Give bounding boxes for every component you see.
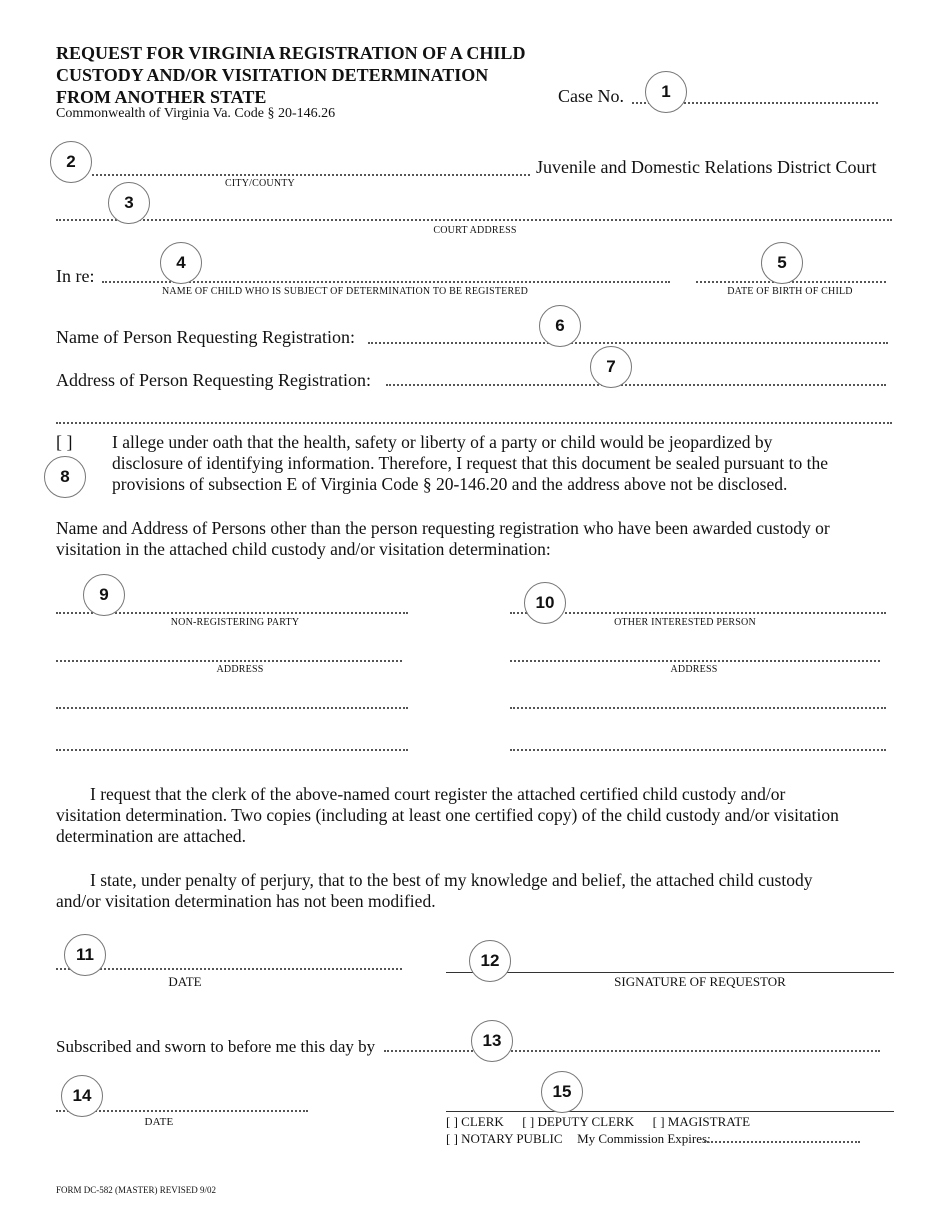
court-name: Juvenile and Domestic Relations District Court xyxy=(536,157,877,177)
requestor-date-caption: DATE xyxy=(168,974,202,989)
marker-7: 7 xyxy=(590,346,632,388)
marker-12: 12 xyxy=(469,940,511,982)
sealing-line-2: disclosure of identifying information. Therefore, I request that this document be sealed pursuant to the xyxy=(112,453,829,473)
sworn-label: Subscribed and sworn to before me this day by xyxy=(56,1037,376,1056)
other-person-address-field-2[interactable] xyxy=(510,707,886,709)
court-address-caption: COURT ADDRESS xyxy=(433,225,517,236)
request-line-1: I request that the clerk of the above-named court register the attached certified child custody and/or xyxy=(90,784,786,804)
sealing-line-3: provisions of subsection E of Virginia Code § 20-146.20 and the address above not be disclosed. xyxy=(112,474,788,494)
requestor-signature-field[interactable] xyxy=(446,972,894,973)
magistrate-checkbox[interactable]: [ ] MAGISTRATE xyxy=(652,1114,751,1129)
officer-signature-field[interactable] xyxy=(446,1111,894,1112)
other-person-address-field-1[interactable] xyxy=(510,660,880,662)
child-name-caption: NAME OF CHILD WHO IS SUBJECT OF DETERMINATION TO BE REGISTERED xyxy=(161,286,529,297)
right-address-caption: ADDRESS xyxy=(670,664,718,675)
officer-title-checkboxes xyxy=(446,1114,750,1130)
non-registering-address-field-1[interactable] xyxy=(56,660,402,662)
title-line-3: FROM ANOTHER STATE xyxy=(56,87,267,107)
form-number: FORM DC-582 (MASTER) REVISED 9/02 xyxy=(56,1185,217,1195)
clerk-checkbox[interactable]: [ ] CLERK xyxy=(446,1114,504,1129)
sworn-by-field[interactable] xyxy=(384,1050,880,1052)
marker-4: 4 xyxy=(160,242,202,284)
deputy-clerk-checkbox[interactable]: [ ] DEPUTY CLERK xyxy=(522,1114,635,1129)
marker-6: 6 xyxy=(539,305,581,347)
other-persons-intro-line-1: Name and Address of Persons other than the person requesting registration who have been awarded custody or xyxy=(56,518,830,538)
notary-line xyxy=(446,1131,711,1147)
form-subtitle: Commonwealth of Virginia Va. Code § 20-146.26 xyxy=(56,106,336,121)
requester-name-field[interactable] xyxy=(368,342,888,344)
marker-8: 8 xyxy=(44,456,86,498)
marker-13: 13 xyxy=(471,1020,513,1062)
sealing-text xyxy=(112,432,912,495)
other-persons-intro-line-2: visitation in the attached child custody and/or visitation determination: xyxy=(56,539,551,559)
sealing-line-1: I allege under oath that the health, safety or liberty of a party or child would be jeopardized by xyxy=(112,432,773,452)
marker-9: 9 xyxy=(83,574,125,616)
marker-3: 3 xyxy=(108,182,150,224)
form-title xyxy=(56,42,576,108)
requester-address-line-2[interactable] xyxy=(56,422,892,424)
marker-10: 10 xyxy=(524,582,566,624)
marker-1: 1 xyxy=(645,71,687,113)
marker-15: 15 xyxy=(541,1071,583,1113)
other-persons-intro xyxy=(56,518,916,560)
signature-caption: SIGNATURE OF REQUESTOR xyxy=(614,974,786,989)
non-registering-address-field-3[interactable] xyxy=(56,749,408,751)
requestor-date-field[interactable] xyxy=(56,968,402,970)
marker-5: 5 xyxy=(761,242,803,284)
court-address-field[interactable] xyxy=(56,219,892,221)
requester-address-field[interactable] xyxy=(386,384,886,386)
commission-expires-field[interactable] xyxy=(704,1141,860,1143)
request-line-2: visitation determination. Two copies (including at least one certified copy) of the child custody and/or visitation xyxy=(56,805,839,825)
left-address-caption: ADDRESS xyxy=(216,664,264,675)
city-county-field[interactable] xyxy=(92,174,530,176)
in-re-label: In re: xyxy=(56,266,95,286)
request-line-3: determination are attached. xyxy=(56,826,246,846)
non-registering-party-caption: NON-REGISTERING PARTY xyxy=(170,617,300,628)
marker-2: 2 xyxy=(50,141,92,183)
non-registering-address-field-2[interactable] xyxy=(56,707,408,709)
perjury-statement xyxy=(56,870,926,912)
city-county-caption: CITY/COUNTY xyxy=(225,178,295,189)
case-no-label: Case No. xyxy=(558,86,624,106)
dob-caption: DATE OF BIRTH OF CHILD xyxy=(727,286,853,297)
other-person-address-field-3[interactable] xyxy=(510,749,886,751)
sealing-checkbox[interactable]: [ ] xyxy=(56,432,73,452)
request-statement xyxy=(56,784,926,847)
other-interested-person-caption: OTHER INTERESTED PERSON xyxy=(614,617,756,628)
sworn-date-caption: DATE xyxy=(144,1116,174,1128)
requester-address-label: Address of Person Requesting Registration: xyxy=(56,370,371,390)
title-line-1: REQUEST FOR VIRGINIA REGISTRATION OF A CHILD xyxy=(56,43,526,63)
commission-expires-label: My Commission Expires: xyxy=(577,1131,711,1146)
marker-11: 11 xyxy=(64,934,106,976)
marker-14: 14 xyxy=(61,1075,103,1117)
perjury-line-2: and/or visitation determination has not been modified. xyxy=(56,891,436,911)
title-line-2: CUSTODY AND/OR VISITATION DETERMINATION xyxy=(56,65,489,85)
requester-name-label: Name of Person Requesting Registration: xyxy=(56,327,355,347)
other-interested-person-field[interactable] xyxy=(510,612,886,614)
perjury-line-1: I state, under penalty of perjury, that to the best of my knowledge and belief, the attached child custody xyxy=(90,870,813,890)
notary-public-checkbox[interactable]: [ ] NOTARY PUBLIC xyxy=(446,1131,563,1146)
